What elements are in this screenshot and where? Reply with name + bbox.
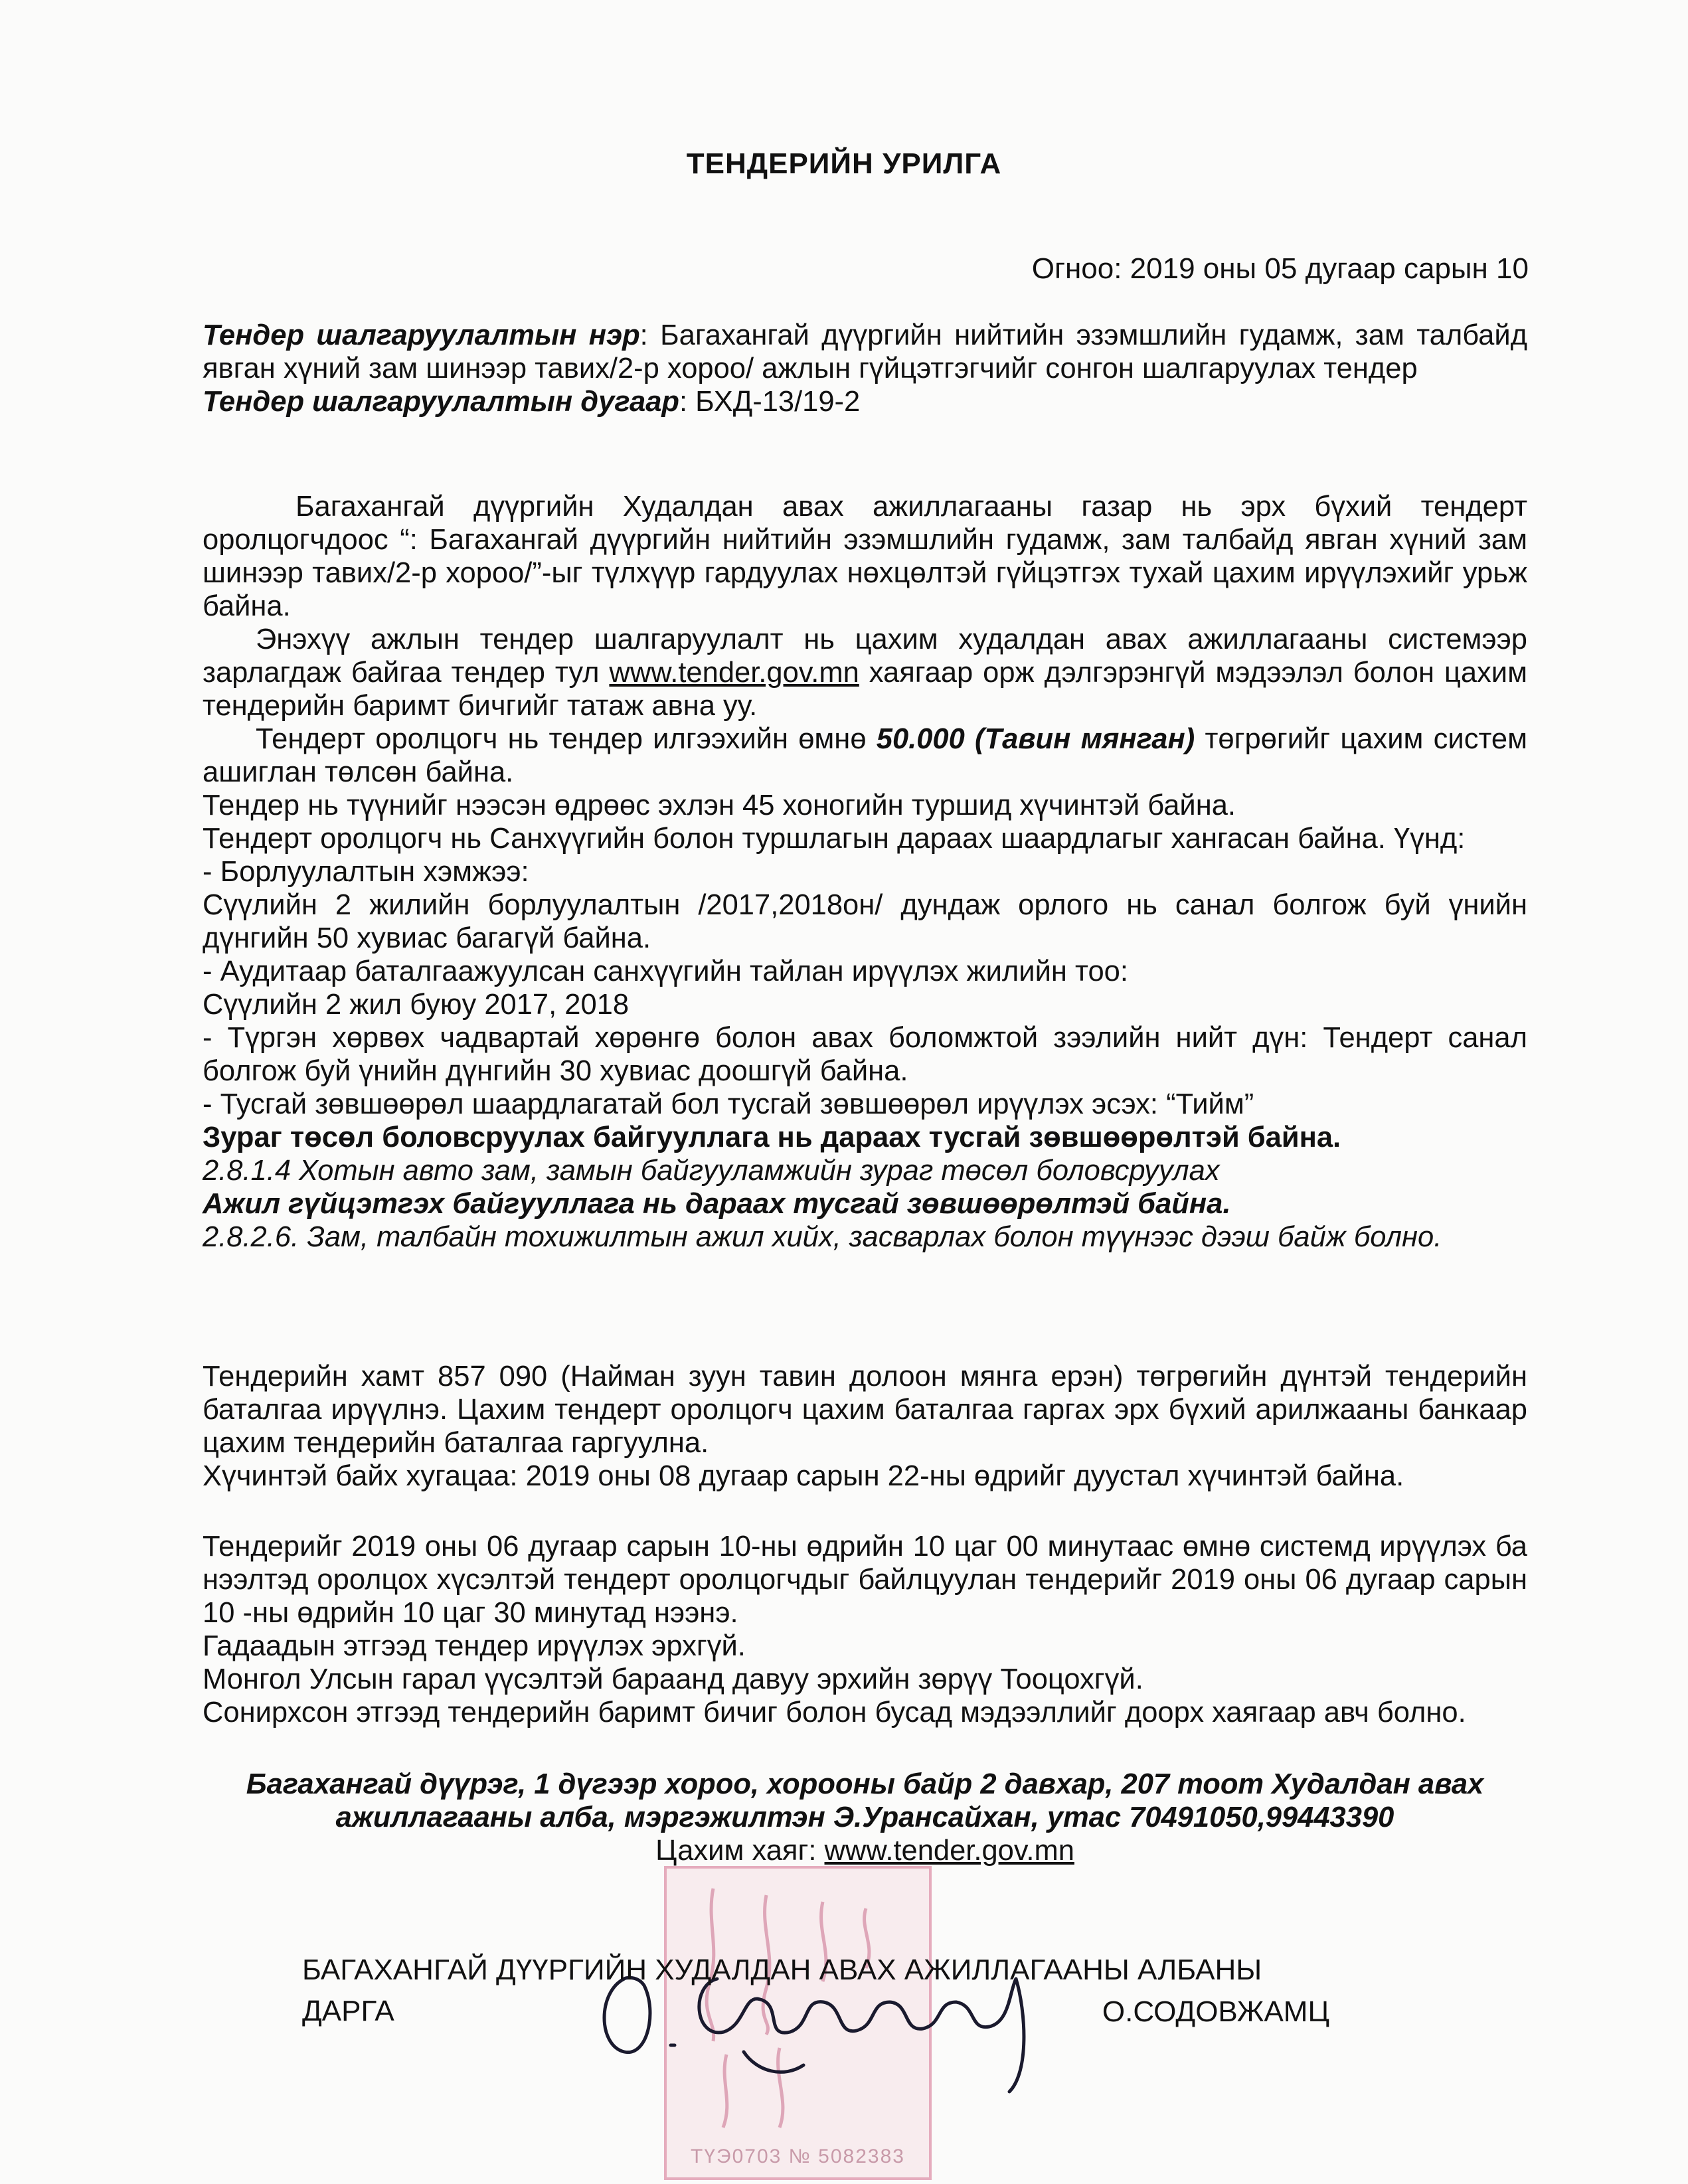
tender-body: [203, 490, 1527, 1254]
guarantee-section: [203, 1360, 1527, 1493]
requirement-liquid-assets: - Түргэн хөрвөх чадвартай хөрөнгө болон авах боломжтой зээлийн нийт дүн: Тендерт санал болгож буй үнийн дүнгийн 30 хувиас доошгүй байна.: [203, 1022, 1527, 1087]
stamp-registration-number: ТҮЭ0703 № 5082383: [691, 2145, 905, 2167]
tender-name-label: Тендер шалгаруулалтын нэр: [203, 319, 640, 351]
license-design-item: 2.8.1.4 Хотын авто зам, замын байгууламжийн зураг төсөл боловсруулах: [203, 1155, 1220, 1187]
paragraph-foreign: Гадаадын этгээд тендер ирүүлэх эрхгүй.: [203, 1630, 746, 1662]
signatory-role: ДАРГА: [302, 1995, 394, 2027]
contact-web-link[interactable]: www.tender.gov.mn: [824, 1835, 1074, 1867]
license-design-heading: Зураг төсөл боловсруулах байгууллага нь дараах тусгай зөвшөөрөлтэй байна.: [203, 1122, 1341, 1153]
paragraph-preference: Монгол Улсын гарал үүсэлтэй бараанд давуу эрхийн зөрүү Тооцохгүй.: [203, 1663, 1143, 1695]
tender-link[interactable]: www.tender.gov.mn: [609, 657, 859, 689]
requirement-license: - Тусгай зөвшөөрөл шаардлагатай бол тусгай зөвшөөрөл ирүүлэх эсэх: “Тийм”: [203, 1088, 1254, 1120]
paragraph-fee: Тендерт оролцогч нь тендер илгээхийн өмнө 50.000 (Тавин мянган) төгрөгийг цахим систем ашиглан төлсөн байна.: [203, 723, 1527, 788]
paragraph-invitation: Багахангай дүүргийн Худалдан авах ажиллагааны газар нь эрх бүхий тендерт оролцогчдоос “: Багахангай дүүргийн нийтийн эзэмшлийн гудамж, зам талбайд явган хүний зам шинээр тавих/2-р хороо/”-ыг түлхүүр гардуулах нөхцөлтэй гүйцэтгэх тухай цахим ирүүлэхийг урьж байна.: [203, 491, 1527, 622]
tender-number-text: : БХД-13/19-2: [679, 386, 861, 418]
document-title: ТЕНДЕРИЙН УРИЛГА: [686, 147, 1002, 180]
signatory-organization: БАГАХАНГАЙ ДҮҮРГИЙН ХУДАЛДАН АВАХ АЖИЛЛАГААНЫ АЛБАНЫ: [302, 1954, 1262, 1986]
requirement-audit: - Аудитаар баталгаажуулсан санхүүгийн тайлан ирүүлэх жилийн тоо:: [203, 956, 1128, 987]
requirement-sales: - Борлуулалтын хэмжээ:: [203, 856, 529, 888]
tender-name-text: : Багахангай дүүргийн нийтийн эзэмшлийн гудамж, зам талбайд явган хүний зам шинээр тавих/2-р хороо/ ажлын гүйцэтгэгчийг сонгон шалгаруулах тендер: [203, 319, 1527, 384]
paragraph-system: Энэхүү ажлын тендер шалгаруулалт нь цахим худалдан авах ажиллагааны системээр зарлагдаж байгаа тендер тул www.tender.gov.mn хаягаар орж дэлгэрэнгүй мэдээлэл болон цахим тендерийн баримт бичгийг татаж авна уу.: [203, 624, 1527, 722]
paragraph-info: Сонирхсон этгээд тендерийн баримт бичиг болон бусад мэдээллийг доорх хаягаар авч болно.: [203, 1697, 1466, 1728]
tender-header: [203, 319, 1527, 418]
contact-web: Цахим хаяг: www.tender.gov.mn: [655, 1835, 1074, 1867]
submission-section: [203, 1530, 1527, 1729]
paragraph-guarantee: Тендерийн хамт 857 090 (Найман зуун тавин долоон мянга ерэн) төгрөгийн дүнтэй тендерийн баталгаа ирүүлнэ. Цахим тендерт оролцогч цахим баталгаа гаргах эрх бүхий арилжааны банкаар цахим тендерийн баталгаа гаргуулна.: [203, 1361, 1527, 1459]
contact-section: [206, 1768, 1524, 1867]
paragraph-validity: Тендер нь түүнийг нээсэн өдрөөс эхлэн 45 хоногийн туршид хүчинтэй байна.: [203, 790, 1236, 821]
signatory-name: О.СОДОВЖАМЦ: [1102, 1995, 1329, 2028]
paragraph-requirements: Тендерт оролцогч нь Санхүүгийн болон туршлагын дараах шаардлагыг хангасан байна. Үүнд:: [203, 823, 1466, 855]
document-date: Огноо: 2019 оны 05 дугаар сарын 10: [1031, 252, 1529, 285]
fee-amount: 50.000 (Тавин мянган): [876, 723, 1195, 755]
license-work-heading: Ажил гүйцэтгэх байгууллага нь дараах тусгай зөвшөөрөлтэй байна.: [203, 1188, 1231, 1220]
paragraph-guarantee-validity: Хүчинтэй байх хугацаа: 2019 оны 08 дугаар сарын 22-ны өдрийг дуустал хүчинтэй байна.: [203, 1460, 1404, 1492]
requirement-audit-detail: Сүүлийн 2 жил буюу 2017, 2018: [203, 989, 630, 1021]
contact-address: Багахангай дүүрэг, 1 дүгээр хороо, хорооны байр 2 давхар, 207 тоот Худалдан авах ажиллагааны алба, мэргэжилтэн Э.Урансайхан, утас 70491050,99443390: [246, 1768, 1484, 1833]
tender-name: [203, 319, 1527, 385]
tender-number-label: Тендер шалгаруулалтын дугаар: [203, 386, 679, 418]
requirement-sales-detail: Сүүлийн 2 жилийн борлуулалтын /2017,2018он/ дундаж орлого нь санал болгож буй үнийн дүнгийн 50 хувиас багагүй байна.: [203, 889, 1527, 954]
license-work-item: 2.8.2.6. Зам, талбайн тохижилтын ажил хийх, засварлах болон түүнээс дээш байж болно.: [203, 1221, 1442, 1253]
tender-number: [203, 385, 1527, 418]
paragraph-submission: Тендерийг 2019 оны 06 дугаар сарын 10-ны өдрийн 10 цаг 00 минутаас өмнө системд ирүүлэх ба нээлтэд оролцох хүсэлтэй тендерт оролцогчдыг байлцуулан тендерийг 2019 оны 06 дугаар сарын 10 -ны өдрийн 10 цаг 30 минутад нээнэ.: [203, 1531, 1527, 1629]
